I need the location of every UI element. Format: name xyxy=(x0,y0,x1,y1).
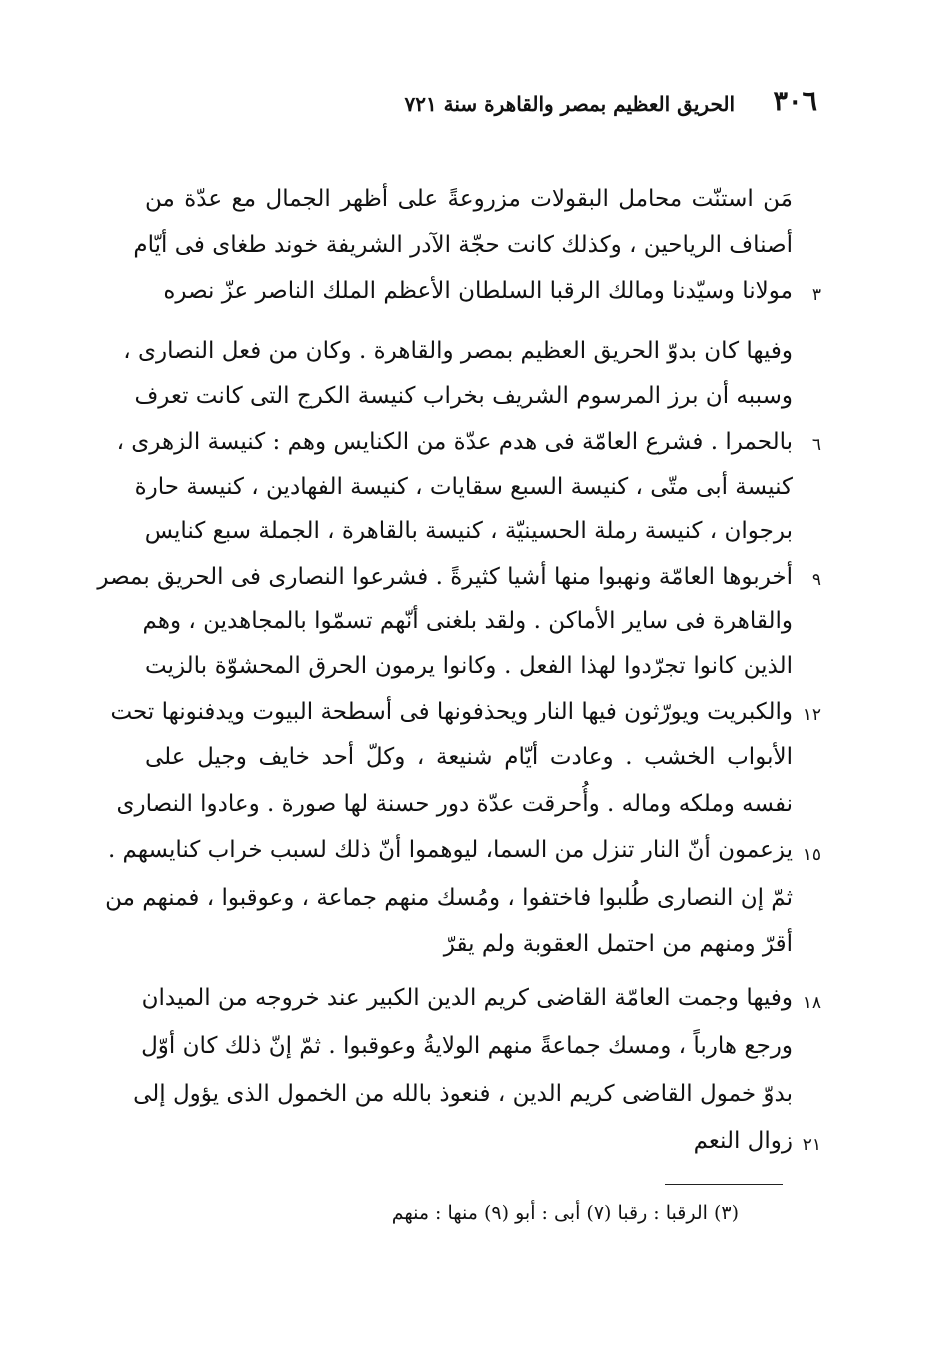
text-line: ثمّ إن النصارى طُلبوا فاختفوا ، ومُسك منهم جماعة ، وعوقبوا ، فمنهم من xyxy=(105,885,793,911)
text-line: مَن استنّت محامل البقولات مزروعةً على أظهر الجمال مع عدّة من xyxy=(145,186,793,212)
line-number: ٣ xyxy=(811,285,821,305)
line-number: ١٨ xyxy=(802,993,821,1013)
text-line: بالحمرا . فشرع العامّة فى هدم عدّة من الكنايس وهم : كنيسة الزهرى ، xyxy=(116,429,793,455)
text-line: مولانا وسيّدنا ومالك الرقبا السلطان الأعظم الملك الناصر عزّ نصره xyxy=(163,278,793,304)
line-number: ١٥ xyxy=(802,845,821,865)
line-number: ٢١ xyxy=(802,1135,821,1155)
line-number: ٩ xyxy=(811,570,821,590)
text-line: نفسه وملكه وماله . وأُحرقت عدّة دور حسنة لها صورة . وعادوا النصارى xyxy=(116,791,793,817)
text-line: والكبريت ويورّثون فيها النار ويحذفونها فى أسطحة البيوت ويدفنونها تحت xyxy=(110,699,793,725)
text-line: الأبواب الخشب . وعادت أيّام شنيعة ، وكلّ أحد خايف وجيل على xyxy=(145,744,793,770)
page-number: ٣٠٦ xyxy=(773,86,817,117)
text-line: الذين كانوا تجرّدوا لهذا الفعل . وكانوا يرمون الحرق المحشوّة بالزيت xyxy=(145,653,793,679)
text-line: أصناف الرياحين ، وكذلك كانت حجّة الآدر الشريفة خوند طغاى فى أيّام xyxy=(133,232,793,258)
text-line: والقاهرة فى ساير الأماكن . ولقد بلغنى أنّهم تسمّوا بالمجاهدين ، وهم xyxy=(142,608,793,634)
text-line: وسببه أن برز المرسوم الشريف بخراب كنيسة الكرج التى كانت تعرف xyxy=(134,383,793,409)
line-number: ١٢ xyxy=(802,705,821,725)
text-line: وفيها وجمت العامّة القاضى كريم الدين الكبير عند خروجه من الميدان xyxy=(141,985,793,1011)
running-header: الحريق العظيم بمصر والقاهرة سنة ٧٢١ xyxy=(404,92,735,116)
text-line: زوال النعم xyxy=(693,1128,793,1154)
line-number: ٦ xyxy=(811,435,821,455)
text-line: يزعمون أنّ النار تنزل من السما، ليوهموا أنّ ذلك لسبب خراب كنايسهم . xyxy=(107,837,793,863)
text-line: بدوّ خمول القاضى كريم الدين ، فنعوذ بالله من الخمول الذى يؤول إلى xyxy=(133,1081,793,1107)
text-line: كنيسة أبى متّى ، كنيسة السبع سقايات ، كنيسة الفهادين ، كنيسة حارة xyxy=(134,474,793,500)
text-line: برجوان ، كنيسة رملة الحسينيّة ، كنيسة بالقاهرة ، الجملة سبع كنايس xyxy=(144,518,793,544)
text-line: ورجع هارباً ، ومسك جماعةً منهم الولايةُ وعوقبوا . ثمّ إنّ ذلك كان أوّل xyxy=(141,1033,793,1059)
text-line: وفيها كان بدوّ الحريق العظيم بمصر والقاهرة . وكان من فعل النصارى ، xyxy=(123,338,793,364)
footnote-rule xyxy=(665,1184,783,1185)
footnote: (٣) الرقبا : رقبا (٧) أبى : أبو (٩) منها : منهم xyxy=(391,1202,739,1224)
text-line: أقرّ ومنهم من احتمل العقوبة ولم يقرّ xyxy=(443,931,793,957)
text-line: أخربوها العامّة ونهبوا منها أشيا كثيرةً . فشرعوا النصارى فى الحريق بمصر xyxy=(97,564,793,590)
